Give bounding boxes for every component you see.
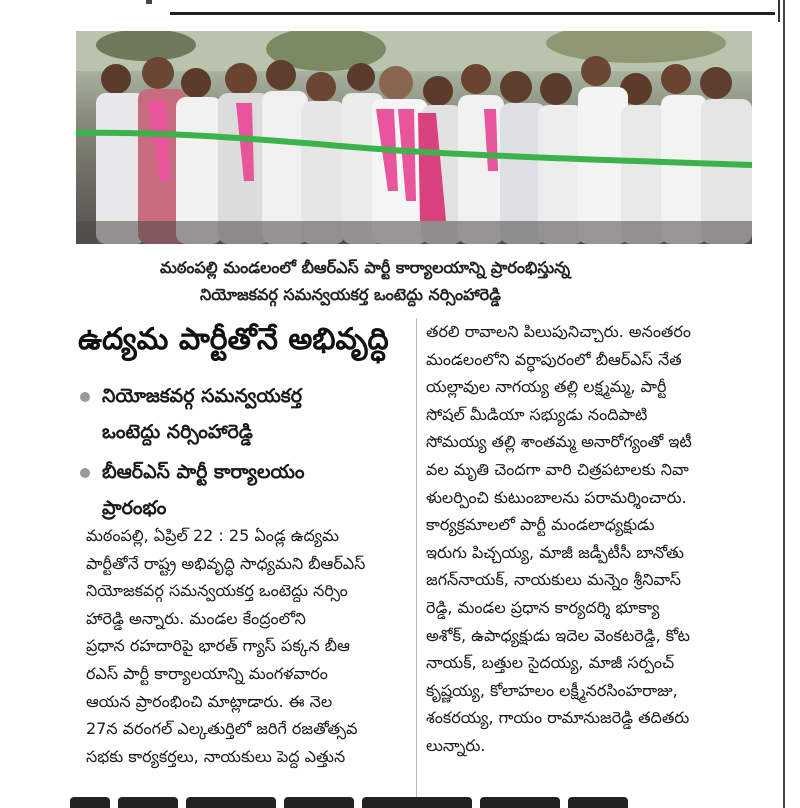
page-right-rule xyxy=(783,0,785,808)
body-line: శంకరయ్య, గాయం రామానుజరెడ్డి తదితరు xyxy=(426,708,690,728)
article-body-left xyxy=(86,522,408,770)
body-line: జగన్‌నాయక్, నాయకులు మన్నెం శ్రీనివాస్ xyxy=(426,570,681,590)
caption-line-2: నియోజకవర్గ సమన్వయకర్త ఒంటెద్దు నర్సింహారెడ్డి xyxy=(200,285,501,304)
photo-caption xyxy=(160,254,680,308)
body-line: హారెడ్డి అన్నారు. మండల కేంద్రంలోని xyxy=(86,608,306,628)
body-line: ఆయన ప్రారంభించి మాట్లాడారు. ఈ నెల xyxy=(86,691,333,711)
article-headline: ఉద్యమ పార్టీతోనే అభివృద్ధి xyxy=(78,322,389,357)
caption-line-1: మఠంపల్లి మండలంలో బీఆర్ఎస్ పార్టీ కార్యాలయాన్ని ప్రారంభిస్తున్న xyxy=(160,258,571,277)
body-line: 27న వరంగల్ ఎల్కతుర్తిలో జరిగే రజతోత్సవ xyxy=(86,719,358,739)
top-rule xyxy=(0,0,800,22)
body-line: ప్రధాన రహదారిపై భారత్ గ్యాస్ పక్కన బీఆ xyxy=(86,636,350,656)
body-line: ఇరుగు పిచ్చయ్య, మాజీ జడ్పీటీసీ బానోతు xyxy=(426,542,684,562)
body-line: సభకు కార్యకర్తలు, నాయకులు పెద్ద ఎత్తున xyxy=(86,746,346,766)
body-line: నాయక్, బత్తుల సైదయ్య, మాజీ సర్పంచ్ xyxy=(426,653,675,673)
body-line: సోషల్ మీడియా సభ్యుడు నందిపాటి xyxy=(426,404,648,424)
highlight-bullets xyxy=(78,378,408,530)
body-line: కార్యక్రమాలలో పార్టీ మండలాధ్యక్షుడు xyxy=(426,515,655,535)
column-divider xyxy=(416,318,417,798)
bullet-item xyxy=(78,454,408,526)
top-mark xyxy=(146,0,152,4)
news-photo xyxy=(76,31,752,244)
body-line: యల్లావుల నాగయ్య తల్లి లక్ష్మమ్మ, పార్టీ xyxy=(426,377,667,397)
body-line: రెడ్డి, మండల ప్రధాన కార్యదర్శి భూక్యా xyxy=(426,597,660,617)
body-line: మఠంపల్లి, ఏప్రిల్ 22 : 25 ఏండ్ల ఉద్యమ xyxy=(86,526,339,545)
body-line: సోమయ్య తల్లి శాంతమ్మ అనారోగ్యంతో ఇటీ xyxy=(426,432,692,452)
bullet-line: నియోజకవర్గ సమన్వయకర్త xyxy=(102,385,302,407)
next-headline-cutoff xyxy=(70,795,710,808)
body-line: మండలంలోని వర్ధాపురంలో బీఆర్ఎస్ నేత xyxy=(426,349,682,369)
bullet-dot-icon xyxy=(80,392,90,402)
body-line: అశోక్, ఉపాధ్యక్షుడు ఇదెల వెంకటరెడ్డి, కోట xyxy=(426,625,690,645)
body-line: వల మృతి చెందగా వారి చిత్రపటాలకు నివా xyxy=(426,459,689,479)
bullet-dot-icon xyxy=(80,468,90,478)
bullet-line: ప్రారంభం xyxy=(102,497,167,519)
bullet-item xyxy=(78,378,408,450)
bullet-line: ఒంటెద్దు నర్సింహారెడ్డి xyxy=(102,421,253,443)
top-divider xyxy=(170,12,775,15)
body-line: రఎస్ పార్టీ కార్యాలయాన్ని మంగళవారం xyxy=(86,663,328,683)
body-line: లున్నారు. xyxy=(426,735,486,755)
body-line: తరలి రావాలని పిలుపునిచ్చారు. అనంతరం xyxy=(426,322,691,341)
article-body-right xyxy=(426,318,776,760)
bullet-line: బీఆర్ఎస్ పార్టీ కార్యాలయం xyxy=(102,461,305,483)
photo-ribbon-cutting-illustration xyxy=(76,31,752,244)
body-line: కృష్ణయ్య, కోలాహలం లక్ష్మీనరసింహరాజు, xyxy=(426,680,678,700)
body-line: పార్టీతోనే రాష్ట్ర అభివృద్ధి సాధ్యమని బీఆర్ఎస్ xyxy=(86,553,366,573)
body-line: ళులర్పించి కుటుంబాలను పరామర్శించారు. xyxy=(426,487,687,507)
top-right-rule xyxy=(778,0,780,22)
body-line: నియోజకవర్గ సమన్వయకర్త ఒంటెద్దు నర్సిం xyxy=(86,581,348,601)
